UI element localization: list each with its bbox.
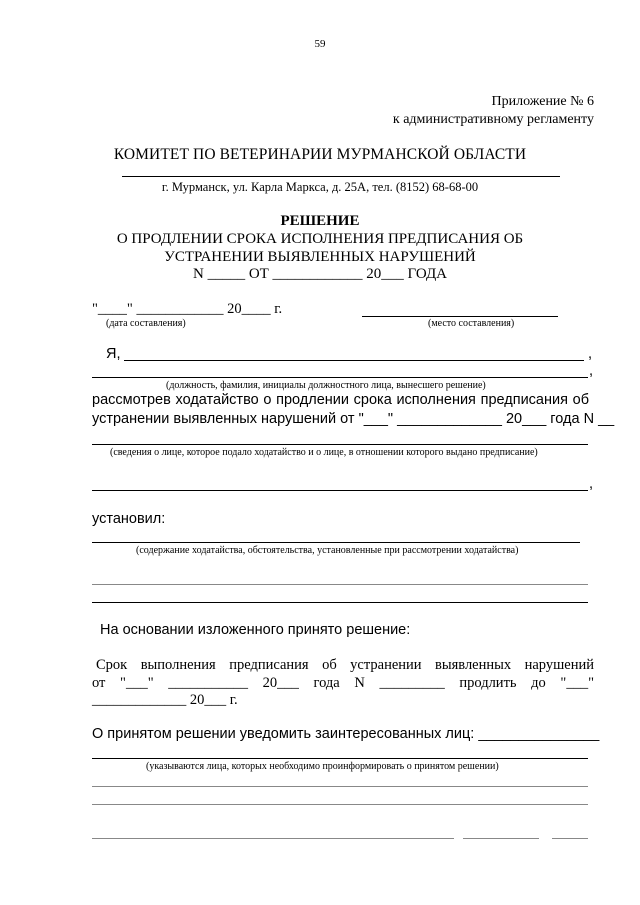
subtitle-line-3: N _____ ОТ ____________ 20___ ГОДА bbox=[192, 266, 448, 282]
subtitle-line-2: УСТРАНЕНИИ ВЫЯВЛЕННЫХ НАРУШЕНИЙ bbox=[164, 249, 476, 265]
content-caption: (содержание ходатайства, обстоятельства, установленные при рассмотрении ходатайства) bbox=[136, 545, 519, 556]
notify-line-3 bbox=[92, 804, 588, 805]
appendix-line-1: Приложение № 6 bbox=[491, 94, 594, 109]
committee-name: КОМИТЕТ ПО ВЕТЕРИНАРИИ МУРМАНСКОЙ ОБЛАСТИ bbox=[113, 146, 527, 163]
page-number: 59 bbox=[314, 38, 326, 50]
notify-line-2 bbox=[92, 786, 588, 787]
place-field-line bbox=[362, 316, 558, 317]
official-line-2 bbox=[92, 377, 588, 378]
i-label: Я, bbox=[106, 346, 121, 362]
considered-line-1: рассмотрев ходатайство о продлении срока исполнения предписания об bbox=[92, 392, 589, 408]
date-field: "____" ____________ 20____ г. bbox=[92, 301, 283, 317]
official-caption: (должность, фамилия, инициалы должностного лица, вынесшего решение) bbox=[166, 380, 486, 391]
considered-line-2: устранении выявленных нарушений от "___" _____________ 20___ года N __ bbox=[92, 411, 615, 427]
deadline-line-2: от "___" ___________ 20___ года N _________ продлить до "___" bbox=[92, 675, 594, 691]
person-caption: (сведения о лице, которое подало ходатайство и о лице, в отношении которого выдано предписание) bbox=[110, 447, 538, 458]
notify-line-4b bbox=[463, 838, 539, 839]
comma-2: , bbox=[589, 363, 594, 379]
comma-3: , bbox=[589, 476, 594, 492]
person-line-2 bbox=[92, 490, 588, 491]
content-line-2 bbox=[92, 584, 588, 585]
date-caption: (дата составления) bbox=[106, 318, 186, 329]
established-label: установил: bbox=[92, 511, 166, 527]
notify-line-1 bbox=[92, 758, 588, 759]
comma-1: , bbox=[588, 346, 593, 362]
deadline-line-1: Срок выполнения предписания об устранении выявленных нарушений bbox=[96, 657, 594, 673]
header-rule bbox=[122, 176, 560, 177]
subtitle-line-1: О ПРОДЛЕНИИ СРОКА ИСПОЛНЕНИЯ ПРЕДПИСАНИЯ ОБ bbox=[116, 231, 524, 247]
notify-line: О принятом решении уведомить заинтересованных лиц: _______________ bbox=[92, 726, 600, 742]
person-line-1 bbox=[92, 444, 588, 445]
deadline-line-3: _____________ 20___ г. bbox=[92, 692, 238, 708]
notify-line-4c bbox=[552, 838, 588, 839]
notify-line-4a bbox=[92, 838, 454, 839]
place-caption: (место составления) bbox=[428, 318, 515, 329]
committee-address: г. Мурманск, ул. Карла Маркса, д. 25А, тел. (8152) 68-68-00 bbox=[161, 180, 479, 194]
content-line-1 bbox=[92, 542, 580, 543]
decision-intro: На основании изложенного принято решение: bbox=[100, 622, 411, 638]
appendix-line-2: к административному регламенту bbox=[392, 112, 594, 127]
official-line-1 bbox=[124, 360, 584, 361]
notify-caption: (указываются лица, которых необходимо проинформировать о принятом решении) bbox=[146, 761, 499, 772]
content-line-3 bbox=[92, 602, 588, 603]
document-title: РЕШЕНИЕ bbox=[280, 213, 360, 229]
